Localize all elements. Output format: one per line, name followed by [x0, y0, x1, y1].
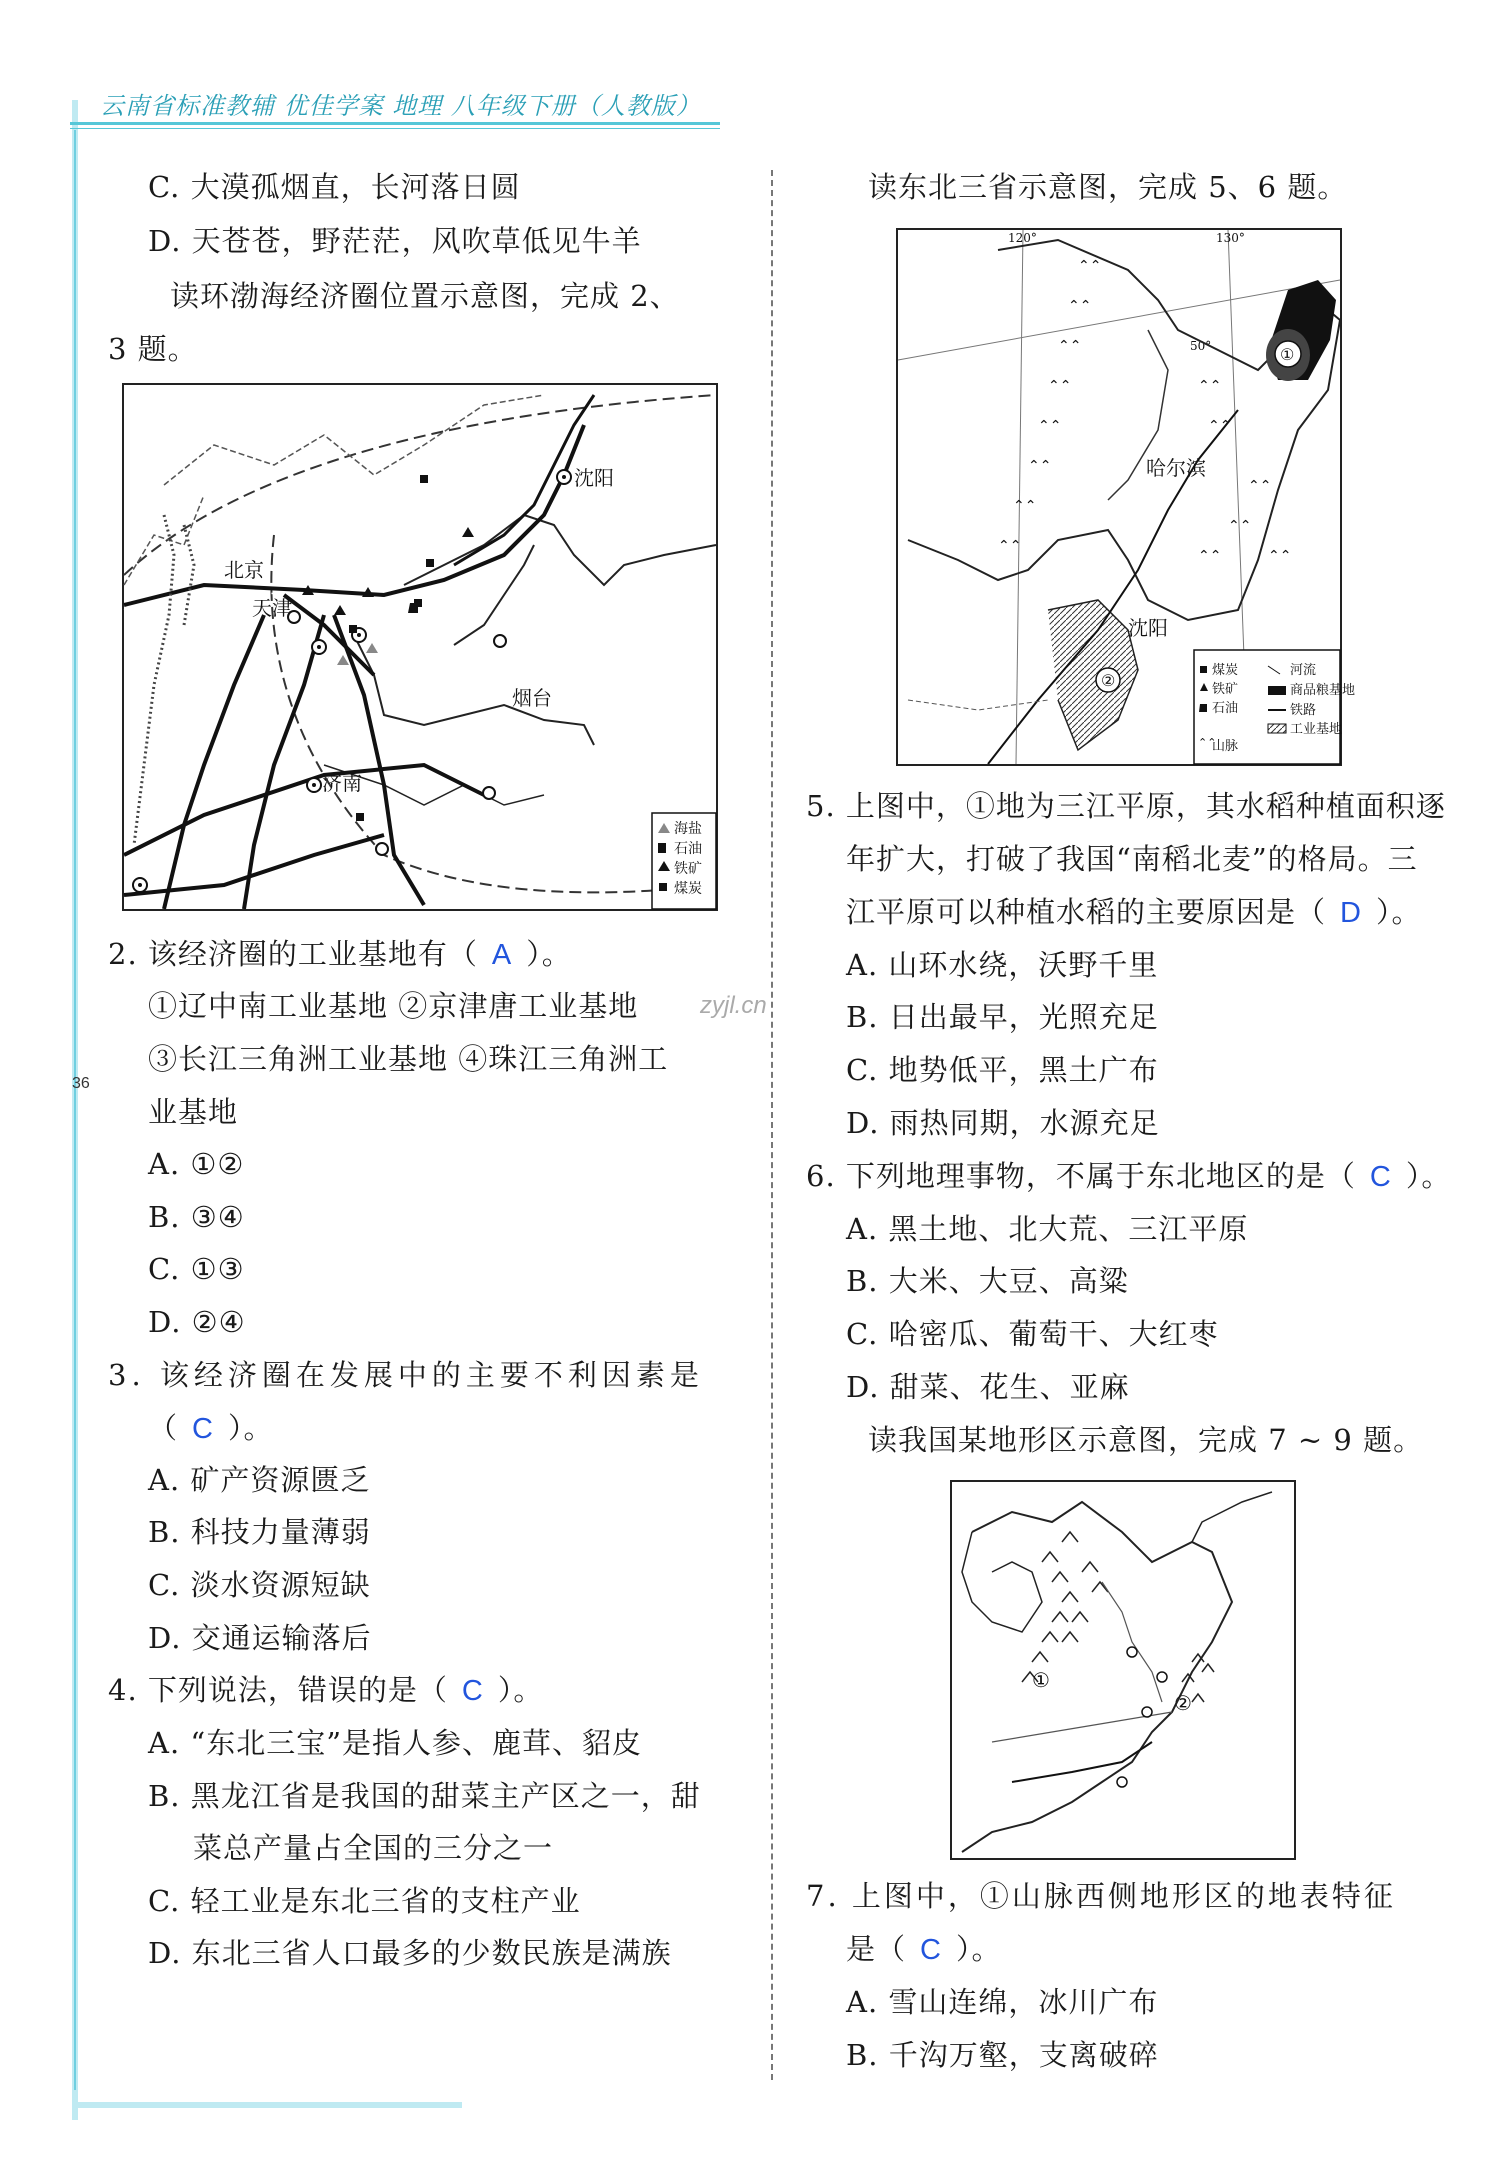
column-divider [771, 170, 773, 2080]
q5-option-b: B. 日出最早，光照充足 [846, 1000, 1159, 1034]
q6-option-d: D. 甜菜、花生、亚麻 [846, 1370, 1130, 1404]
map3-mark-2: ② [1174, 1691, 1192, 1715]
svg-text:⌃⌃: ⌃⌃ [1198, 736, 1217, 749]
q2-option-a: A. ①② [148, 1147, 245, 1181]
header-rule-thin [70, 128, 720, 129]
svg-text:⌃⌃: ⌃⌃ [1058, 338, 1082, 354]
map2-legend-grain-base: 商品粮基地 [1290, 683, 1356, 698]
page-number: 36 [72, 1075, 90, 1092]
svg-text:⌃⌃: ⌃⌃ [1268, 548, 1292, 564]
footer-strip [72, 2102, 462, 2108]
svg-text:⌃⌃: ⌃⌃ [1048, 378, 1072, 394]
intro-2-3-line1: 读环渤海经济圈位置示意图，完成 2、 [170, 279, 680, 313]
q4-option-b-line1: B. 黑龙江省是我国的甜菜主产区之一，甜 [148, 1779, 701, 1813]
q4-stem [108, 1671, 543, 1710]
map1-legend-coal: 煤炭 [674, 881, 702, 897]
map2-label-harbin: 哈尔滨 [1146, 456, 1206, 480]
map2-legend-railway: 铁路 [1290, 703, 1317, 718]
q3-option-b: B. 科技力量薄弱 [148, 1515, 371, 1549]
map2-mark-2: ② [1101, 671, 1116, 690]
q3-option-c: C. 淡水资源短缺 [148, 1568, 371, 1602]
svg-text:⌃⌃: ⌃⌃ [1208, 418, 1232, 434]
map2-legend-coal: 煤炭 [1212, 663, 1239, 678]
intro-5-6: 读东北三省示意图，完成 5、6 题。 [868, 170, 1348, 204]
svg-text:⌃⌃: ⌃⌃ [1078, 258, 1102, 274]
map1-label-tianjin: 天津 [252, 596, 292, 620]
northeast-map [896, 228, 1356, 766]
q5-option-a: A. 山环水绕，沃野千里 [846, 948, 1159, 982]
q6-option-c: C. 哈密瓜、葡萄干、大红枣 [846, 1317, 1219, 1351]
svg-text:⌃⌃: ⌃⌃ [998, 538, 1022, 554]
q2-option-b: B. ③④ [148, 1200, 245, 1234]
q2-option-c: C. ①③ [148, 1252, 245, 1286]
q2-stem-text: 2. 该经济圈的工业基地有（ [108, 937, 478, 971]
q3-option-a: A. 矿产资源匮乏 [148, 1463, 371, 1497]
q5-stem-line2: 年扩大，打破了我国“南稻北麦”的格局。三 [846, 842, 1418, 876]
svg-text:⌃⌃: ⌃⌃ [1028, 458, 1052, 474]
svg-text:⌃⌃: ⌃⌃ [1198, 378, 1222, 394]
map2-lon-120: 120° [1008, 231, 1037, 245]
q2-stem [108, 935, 572, 974]
q5-stem-line1: 5. 上图中，①地为三江平原，其水稻种植面积逐 [806, 789, 1446, 823]
q7-stem-line1: 7. 上图中，①山脉西侧地形区的地表特征 [806, 1879, 1396, 1913]
q2-item-line1: ①辽中南工业基地 ②京津唐工业基地 [148, 989, 639, 1023]
map1-legend-iron: 铁矿 [674, 861, 702, 877]
q5-stem-line3 [846, 893, 1421, 932]
map2-legend-oil: 石油 [1212, 701, 1239, 716]
bohai-map [122, 383, 718, 911]
q7-option-a: A. 雪山连绵，冰川广布 [846, 1985, 1159, 2019]
q4-stem-text: 4. 下列说法，错误的是（ [108, 1673, 448, 1707]
svg-text:⌃⌃: ⌃⌃ [1068, 298, 1092, 314]
map1-legend-salt: 海盐 [674, 821, 702, 837]
q5-stem-line3-text: 江平原可以种植水稻的主要原因是（ [846, 895, 1327, 929]
map3-mark-1: ① [1032, 1668, 1050, 1692]
terrain-map [950, 1480, 1296, 1860]
header-rule [70, 122, 720, 125]
q3-bracket-end: ）。 [227, 1411, 274, 1445]
q3-bracket: （ [148, 1411, 179, 1445]
map1-legend-oil: 石油 [674, 841, 702, 857]
map2-label-shenyang: 沈阳 [1128, 616, 1168, 640]
q5-stem-end: ）。 [1375, 895, 1422, 929]
q5-answer: D [1340, 897, 1362, 929]
intro-2-3-line2: 3 题。 [108, 332, 198, 366]
q4-option-d: D. 东北三省人口最多的少数民族是满族 [148, 1936, 672, 1970]
map2-lat-50: 50° [1190, 339, 1212, 353]
q5-option-d: D. 雨热同期，水源充足 [846, 1106, 1160, 1140]
map2-legend-mountain: 山脉 [1212, 739, 1239, 754]
q6-option-a: A. 黑土地、北大荒、三江平原 [846, 1212, 1249, 1246]
q6-stem-text: 6. 下列地理事物，不属于东北地区的是（ [806, 1159, 1356, 1193]
svg-text:⌃⌃: ⌃⌃ [1248, 478, 1272, 494]
q6-option-b: B. 大米、大豆、高粱 [846, 1264, 1129, 1298]
q4-stem-end: ）。 [497, 1673, 544, 1707]
map1-label-beijing: 北京 [224, 558, 264, 582]
q3-option-d: D. 交通运输落后 [148, 1621, 372, 1655]
northeast-map-drawing [898, 230, 1356, 764]
svg-text:⌃⌃: ⌃⌃ [1013, 498, 1037, 514]
header-title: 云南省标准教辅 优佳学案 地理 八年级下册（人教版） [100, 92, 701, 120]
page-edge-line [74, 130, 76, 2090]
q2-item-line3: 业基地 [148, 1095, 239, 1129]
q7-option-b: B. 千沟万壑，支离破碎 [846, 2038, 1159, 2072]
q7-stem-line2 [846, 1930, 1001, 1969]
q4-option-c: C. 轻工业是东北三省的支柱产业 [148, 1884, 581, 1918]
map1-label-yantai: 烟台 [512, 686, 552, 710]
q3-answer: C [192, 1413, 214, 1445]
q7-answer: C [920, 1934, 942, 1966]
svg-text:⌃⌃: ⌃⌃ [1228, 518, 1252, 534]
q3-stem: 3. 该经济圈在发展中的主要不利因素是 [108, 1358, 704, 1392]
map1-label-shenyang: 沈阳 [574, 466, 614, 490]
q1-option-d: D. 天苍苍，野茫茫，风吹草低见牛羊 [148, 224, 642, 258]
q4-option-b-line2: 菜总产量占全国的三分之一 [193, 1831, 554, 1865]
map1-label-jinan: 济南 [322, 771, 362, 795]
q3-answer-line [148, 1409, 273, 1448]
q5-option-c: C. 地势低平，黑土广布 [846, 1053, 1159, 1087]
terrain-map-drawing [952, 1482, 1294, 1858]
map2-mark-1: ① [1280, 345, 1295, 364]
watermark: zyjl.cn [700, 992, 767, 1019]
map2-legend-iron: 铁矿 [1212, 682, 1239, 697]
map2-legend-industrial-base: 工业基地 [1290, 722, 1343, 737]
q4-answer: C [461, 1675, 484, 1707]
svg-text:⌃⌃: ⌃⌃ [1038, 418, 1062, 434]
map2-legend-river: 河流 [1290, 663, 1317, 678]
bohai-map-drawing [124, 385, 716, 909]
svg-text:⌃⌃: ⌃⌃ [1198, 548, 1222, 564]
intro-7-9: 读我国某地形区示意图，完成 7 ~ 9 题。 [868, 1423, 1424, 1457]
map2-lon-130: 130° [1216, 231, 1245, 245]
q4-option-a: A. “东北三宝”是指人参、鹿茸、貂皮 [148, 1726, 643, 1760]
q2-stem-end: ）。 [526, 937, 572, 971]
q6-answer: C [1369, 1161, 1392, 1193]
q7-stem-text: 是（ [846, 1932, 907, 1966]
q2-option-d: D. ②④ [148, 1305, 246, 1339]
q2-item-line2: ③长江三角洲工业基地 ④珠江三角洲工 [148, 1042, 669, 1076]
q7-stem-end: ）。 [955, 1932, 1002, 1966]
q2-answer: A [491, 939, 513, 971]
q6-stem [806, 1157, 1451, 1196]
q6-stem-end: ）。 [1405, 1159, 1452, 1193]
q1-option-c: C. 大漠孤烟直，长河落日圆 [148, 170, 521, 204]
